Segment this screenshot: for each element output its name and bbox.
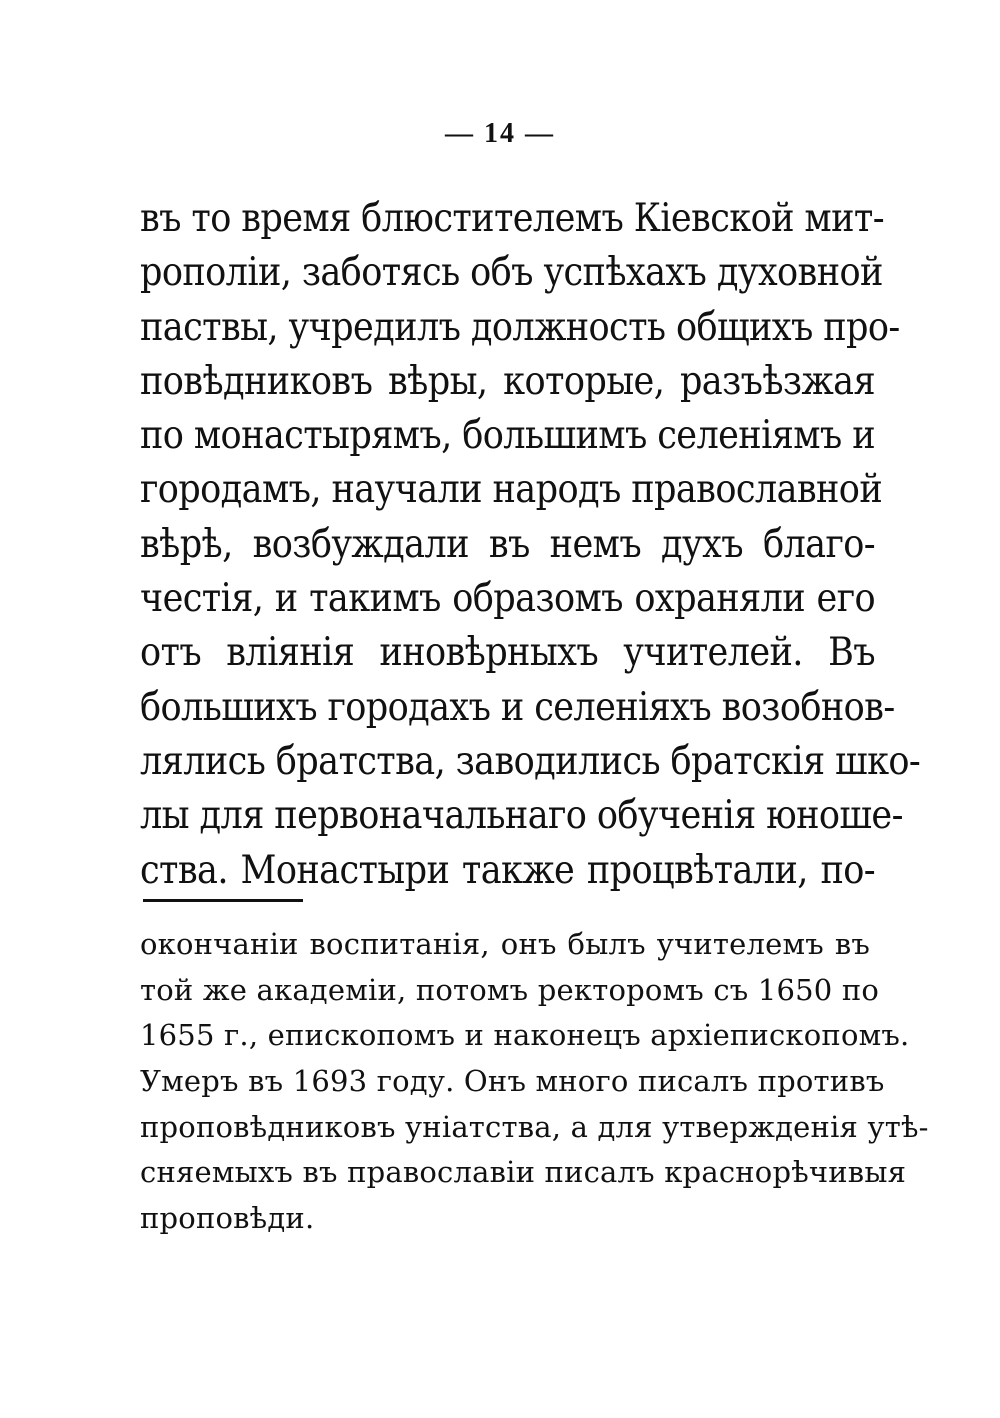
footnote-line: 1655 г., епископомъ и наконецъ архіепископомъ.	[140, 1018, 910, 1053]
footnote-line: Умеръ въ 1693 году. Онъ много писалъ противъ	[140, 1064, 885, 1099]
footnote-line: сняемыхъ въ православіи писалъ краснорѣчивыя	[140, 1155, 907, 1190]
footnote-line: проповѣдниковъ уніатства, а для утвержденія утѣ-	[140, 1109, 929, 1144]
body-line: лялись братства, заводились братскія шко-	[140, 738, 921, 784]
body-line: паствы, учредилъ должность общихъ про-	[140, 304, 900, 350]
body-line: отъ вліянія иновѣрныхъ учителей. Въ	[140, 630, 875, 676]
footnote-line: проповѣди.	[140, 1201, 315, 1236]
body-line: въ то время блюстителемъ Кіевской мит-	[140, 196, 884, 241]
page-number: — 14 —	[445, 118, 555, 149]
body-line: по монастырямъ, большимъ селеніямъ и	[140, 413, 875, 459]
body-line: повѣдниковъ вѣры, которые, разъѣзжая	[140, 358, 875, 404]
footnote-line: окончаніи воспитанія, онъ былъ учителемъ въ	[140, 927, 870, 961]
body-line: городамъ, научали народъ православной	[140, 467, 883, 513]
main-body-text	[140, 192, 921, 898]
footnote-divider	[143, 899, 303, 902]
body-line: большихъ городахъ и селеніяхъ возобнов-	[140, 684, 895, 730]
body-line: рополіи, заботясь объ успѣхахъ духовной	[140, 250, 883, 296]
footnote	[140, 922, 929, 1242]
body-line: вѣрѣ, возбуждали въ немъ духъ благо-	[140, 521, 875, 567]
footnote-line: той же академіи, потомъ ректоромъ съ 1650 по	[140, 972, 880, 1007]
body-line: лы для первоначальнаго обученія юноше-	[140, 793, 903, 839]
body-line: честія, и такимъ образомъ охраняли его	[140, 576, 875, 622]
body-line: ства. Монастыри также процвѣтали, по-	[140, 847, 875, 893]
